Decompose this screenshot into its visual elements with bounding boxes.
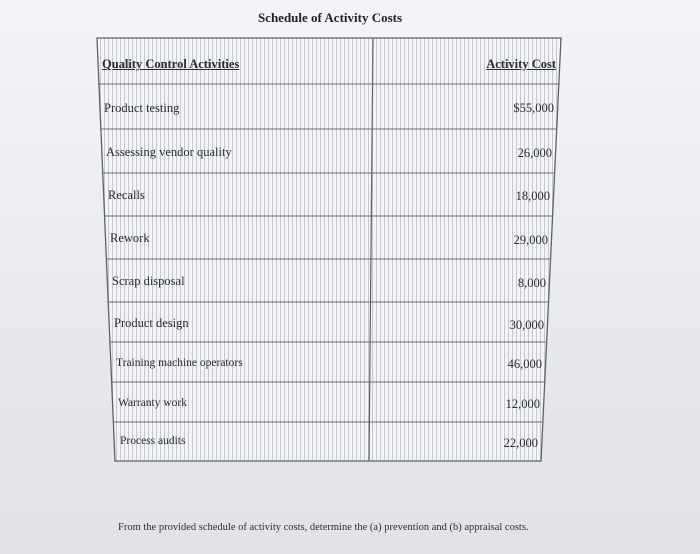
row-activity: Assessing vendor quality: [106, 145, 232, 159]
document-title: Schedule of Activity Costs: [257, 10, 403, 25]
row-activity: Training machine operators: [116, 357, 243, 369]
row-cost: 22,000: [503, 436, 538, 450]
question-text: From the provided schedule of activity costs, determine the (a) prevention and (b) appraisal costs.: [118, 522, 529, 533]
header-cost: Activity Cost: [486, 57, 556, 71]
row-activity: Product testing: [104, 101, 180, 115]
row-cost: 30,000: [509, 318, 544, 332]
row-activity: Warranty work: [118, 397, 188, 409]
row-activity: Product design: [114, 316, 189, 330]
row-cost: 29,000: [513, 233, 548, 247]
row-cost: 18,000: [515, 189, 550, 203]
row-activity: Process audits: [120, 435, 186, 447]
row-activity: Scrap disposal: [112, 274, 185, 288]
row-activity: Recalls: [108, 188, 145, 202]
row-cost: 26,000: [517, 146, 552, 160]
row-cost: 12,000: [505, 397, 540, 411]
row-cost: 46,000: [507, 357, 542, 371]
row-activity: Rework: [110, 231, 150, 245]
header-activity: Quality Control Activities: [102, 57, 240, 71]
row-cost: $55,000: [513, 101, 554, 115]
row-cost: 8,000: [517, 276, 546, 290]
